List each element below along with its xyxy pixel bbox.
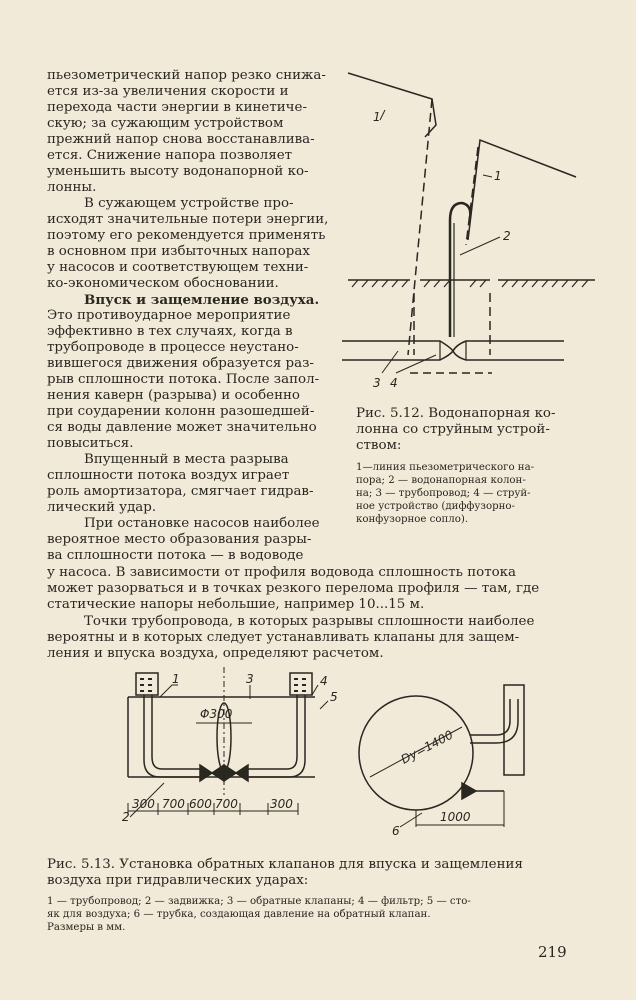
text-line: пьезометрический напор резко снижа- — [47, 68, 326, 83]
pressure-tube — [470, 699, 518, 743]
text-line: лонны. — [47, 180, 97, 195]
text-line: у насосов и соответствующем техни- — [47, 260, 309, 275]
piezometric-line — [468, 140, 576, 240]
figure-legend-line: 1 — трубопровод; 2 — задвижка; 3 — обратные клапаны; 4 — фильтр; 5 — сто- — [47, 896, 471, 907]
text-line: вившегося движения образуется раз- — [47, 356, 314, 371]
figure-title: воздуха при гидравлических ударах: — [47, 873, 309, 888]
figure-5-12-drawing — [340, 55, 605, 395]
fig513-label: 3 — [246, 672, 254, 686]
jet-device — [428, 341, 478, 351]
figure-legend-line: ное устройство (диффузорно- — [356, 501, 515, 512]
fig512-label: 4 — [390, 376, 398, 390]
fig513-dimension: 600 — [189, 797, 212, 811]
fig513-label: 2 — [122, 810, 130, 824]
text-line: вероятны и в которых следует устанавливать клапаны для защем- — [47, 630, 520, 645]
text-line: ется из-за увеличения скорости и — [47, 84, 289, 99]
text-line: уменьшить высоту водонапорной ко- — [47, 164, 309, 179]
text-line: у насоса. В зависимости от профиля водовода сплошность потока — [47, 565, 517, 580]
check-valve — [462, 783, 476, 799]
text-line: ется. Снижение напора позволяет — [47, 148, 293, 163]
filter — [290, 673, 312, 695]
text-line: статические напоры небольшие, например 10...15 м. — [47, 597, 425, 612]
fig512-label: 2 — [503, 229, 511, 243]
fig513-dimension: 700 — [215, 797, 238, 811]
text-line: ко-экономическом обосновании. — [47, 276, 279, 291]
text-line: при соударении колонн разошедшей- — [47, 404, 315, 419]
fig513-dimension: 300 — [270, 797, 293, 811]
text-line: нения каверн (разрыва) и особенно — [47, 388, 300, 403]
fig513-dimension: 700 — [162, 797, 185, 811]
text-line: трубопроводе в процессе неустано- — [47, 340, 299, 355]
figure-title: Рис. 5.13. Установка обратных клапанов для впуска и защемления — [47, 857, 523, 872]
text-line: Точки трубопровода, в которых разрывы сплошности наиболее — [84, 614, 535, 629]
text-line: сплошности потока воздух играет — [47, 468, 290, 483]
filter — [136, 673, 158, 695]
text-line: ва сплошности потока — в водоводе — [47, 548, 304, 563]
fig512-label: 1 — [494, 169, 502, 183]
fig512-label: 3 — [373, 376, 381, 390]
text-line: скую; за сужающим устройством — [47, 116, 284, 131]
fig513-label: 4 — [320, 674, 328, 688]
text-line: В сужающем устройстве про- — [84, 196, 294, 211]
text-line: может разорваться и в точках резкого перелома профиля — там, где — [47, 581, 540, 596]
pipeline — [342, 341, 428, 360]
text-line: лический удар. — [47, 500, 157, 515]
figure-legend-line: на; 3 — трубопровод; 4 — струй- — [356, 488, 531, 499]
fig513-label: 5 — [330, 690, 338, 704]
section-heading: Впуск и защемление воздуха. — [84, 292, 320, 308]
text-line: При остановке насосов наиболее — [84, 516, 320, 531]
piezometric-line — [348, 73, 436, 137]
water-column — [450, 203, 470, 337]
fig513-label: 1 — [172, 672, 180, 686]
figure-title: Рис. 5.12. Водонапорная ко- — [356, 406, 556, 421]
figure-5-13-drawing — [100, 665, 540, 840]
figure-legend-line: Размеры в мм. — [47, 922, 126, 933]
text-line: рыв сплошности потока. После запол- — [47, 372, 320, 387]
text-line: ся воды давление может значительно — [47, 420, 317, 435]
figure-title: лонна со струйным устрой- — [356, 422, 550, 437]
figure-legend-line: конфузорное сопло). — [356, 514, 469, 525]
page-number: 219 — [538, 943, 567, 961]
fig513-dimension: 300 — [132, 797, 155, 811]
figure-legend-line: як для воздуха; 6 — трубка, создающая давление на обратный клапан. — [47, 909, 431, 920]
text-line: эффективно в тех случаях, когда в — [47, 324, 293, 339]
air-standpipe — [144, 695, 172, 777]
text-line: в основном при избыточных напорах — [47, 244, 310, 259]
fig513-dimension: 1000 — [440, 810, 471, 824]
fig513-dimension: Φ300 — [200, 707, 233, 721]
text-line: роль амортизатора, смягчает гидрав- — [47, 484, 314, 499]
text-line: поэтому его рекомендуется применять — [47, 228, 326, 243]
text-line: прежний напор снова восстанавлива- — [47, 132, 315, 147]
text-line: ления и впуска воздуха, определяют расчетом. — [47, 646, 384, 661]
figure-title: ством: — [356, 438, 402, 453]
figure-legend-line: 1—линия пьезометрического на- — [356, 462, 535, 473]
figure-legend-line: пора; 2 — водонапорная колон- — [356, 475, 526, 486]
fig513-label: 6 — [392, 824, 400, 838]
text-line: Это противоударное мероприятие — [47, 308, 291, 323]
text-line: повыситься. — [47, 436, 134, 451]
text-line: перехода части энергии в кинетиче- — [47, 100, 307, 115]
text-line: исходят значительные потери энергии, — [47, 212, 329, 227]
fig512-label: 1 — [373, 110, 381, 124]
text-line: Впущенный в места разрыва — [84, 452, 289, 467]
text-line: вероятное место образования разры- — [47, 532, 312, 547]
fig513-dimension: Dy=1400 — [398, 727, 456, 767]
